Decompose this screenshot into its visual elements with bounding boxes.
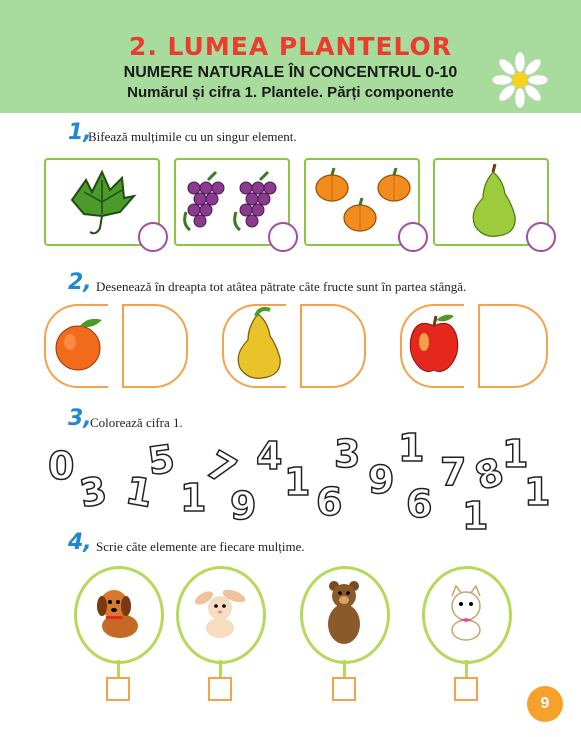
answer-box-2[interactable] <box>208 677 232 701</box>
digit-outline[interactable]: 6 <box>316 480 343 524</box>
digit-outline[interactable]: 8 <box>469 448 510 500</box>
digit-outline[interactable]: 7 <box>198 442 244 494</box>
digit-outline[interactable]: 9 <box>230 484 257 528</box>
exercise-2-text: Desenează în dreapta tot atâtea pătrate câte fructe sunt în partea stângă. <box>96 279 467 294</box>
digit-outline[interactable]: 1 <box>502 432 529 476</box>
page-number-badge: 9 <box>527 686 563 722</box>
digit-outline[interactable]: 3 <box>334 432 361 476</box>
square-area-right-1[interactable] <box>122 304 188 388</box>
digit-outline[interactable]: 1 <box>122 468 157 516</box>
ring-stem-4 <box>465 660 468 678</box>
ring-stem-3 <box>343 660 346 678</box>
page-subtitle-2: Numărul și cifra 1. Plantele. Părți componente <box>127 84 454 101</box>
digit-outline[interactable]: 4 <box>256 434 283 478</box>
checkbox-circle-3[interactable] <box>398 222 428 252</box>
cat-icon <box>436 584 496 644</box>
checkbox-circle-1[interactable] <box>138 222 168 252</box>
leaf-icon <box>62 166 142 238</box>
bear-icon <box>314 576 374 648</box>
grapes-icon <box>180 168 284 238</box>
digit-outline[interactable]: 6 <box>406 482 433 526</box>
checkbox-circle-4[interactable] <box>526 222 556 252</box>
answer-box-1[interactable] <box>106 677 130 701</box>
digit-outline[interactable]: 5 <box>145 436 178 484</box>
ring-stem-2 <box>219 660 222 678</box>
digit-outline[interactable]: 1 <box>398 426 425 470</box>
digit-outline[interactable]: 0 <box>48 444 75 488</box>
digit-outline[interactable]: 1 <box>284 460 311 504</box>
page-title: 2. LUMEA PLANTELOR <box>128 32 453 61</box>
answer-box-4[interactable] <box>454 677 478 701</box>
digit-outline[interactable]: 1 <box>180 476 207 520</box>
checkbox-circle-2[interactable] <box>268 222 298 252</box>
digit-outline[interactable]: 1 <box>524 470 551 514</box>
exercise-1-number: 1, <box>68 120 92 145</box>
pear-icon <box>465 164 521 238</box>
peach-icon <box>48 314 108 374</box>
digit-outline[interactable]: 7 <box>440 450 467 494</box>
answer-box-3[interactable] <box>332 677 356 701</box>
digit-outline[interactable]: 9 <box>368 458 395 502</box>
apple-icon <box>404 312 464 376</box>
square-area-right-3[interactable] <box>478 304 548 388</box>
page-subtitle-1: NUMERE NATURALE ÎN CONCENTRUL 0-10 <box>123 64 458 81</box>
exercise-1-text: Bifează mulțimile cu un singur element. <box>88 129 297 144</box>
exercise-3-text: Colorează cifra 1. <box>90 415 183 430</box>
rabbit-icon <box>190 582 250 642</box>
exercise-3-number: 3, <box>68 406 92 431</box>
exercise-2-number: 2, <box>68 270 92 295</box>
exercise-4-number: 4, <box>68 530 92 555</box>
daisy-icon <box>492 52 548 108</box>
dog-icon <box>88 582 148 642</box>
digit-outline[interactable]: 1 <box>462 494 489 538</box>
square-area-right-2[interactable] <box>300 304 366 388</box>
pear-icon <box>230 306 286 380</box>
digit-outline[interactable]: 3 <box>76 468 111 516</box>
exercise-4-text: Scrie câte elemente are fiecare mulțime. <box>96 539 305 554</box>
pumpkin-icon <box>310 164 414 240</box>
ring-stem-1 <box>117 660 120 678</box>
